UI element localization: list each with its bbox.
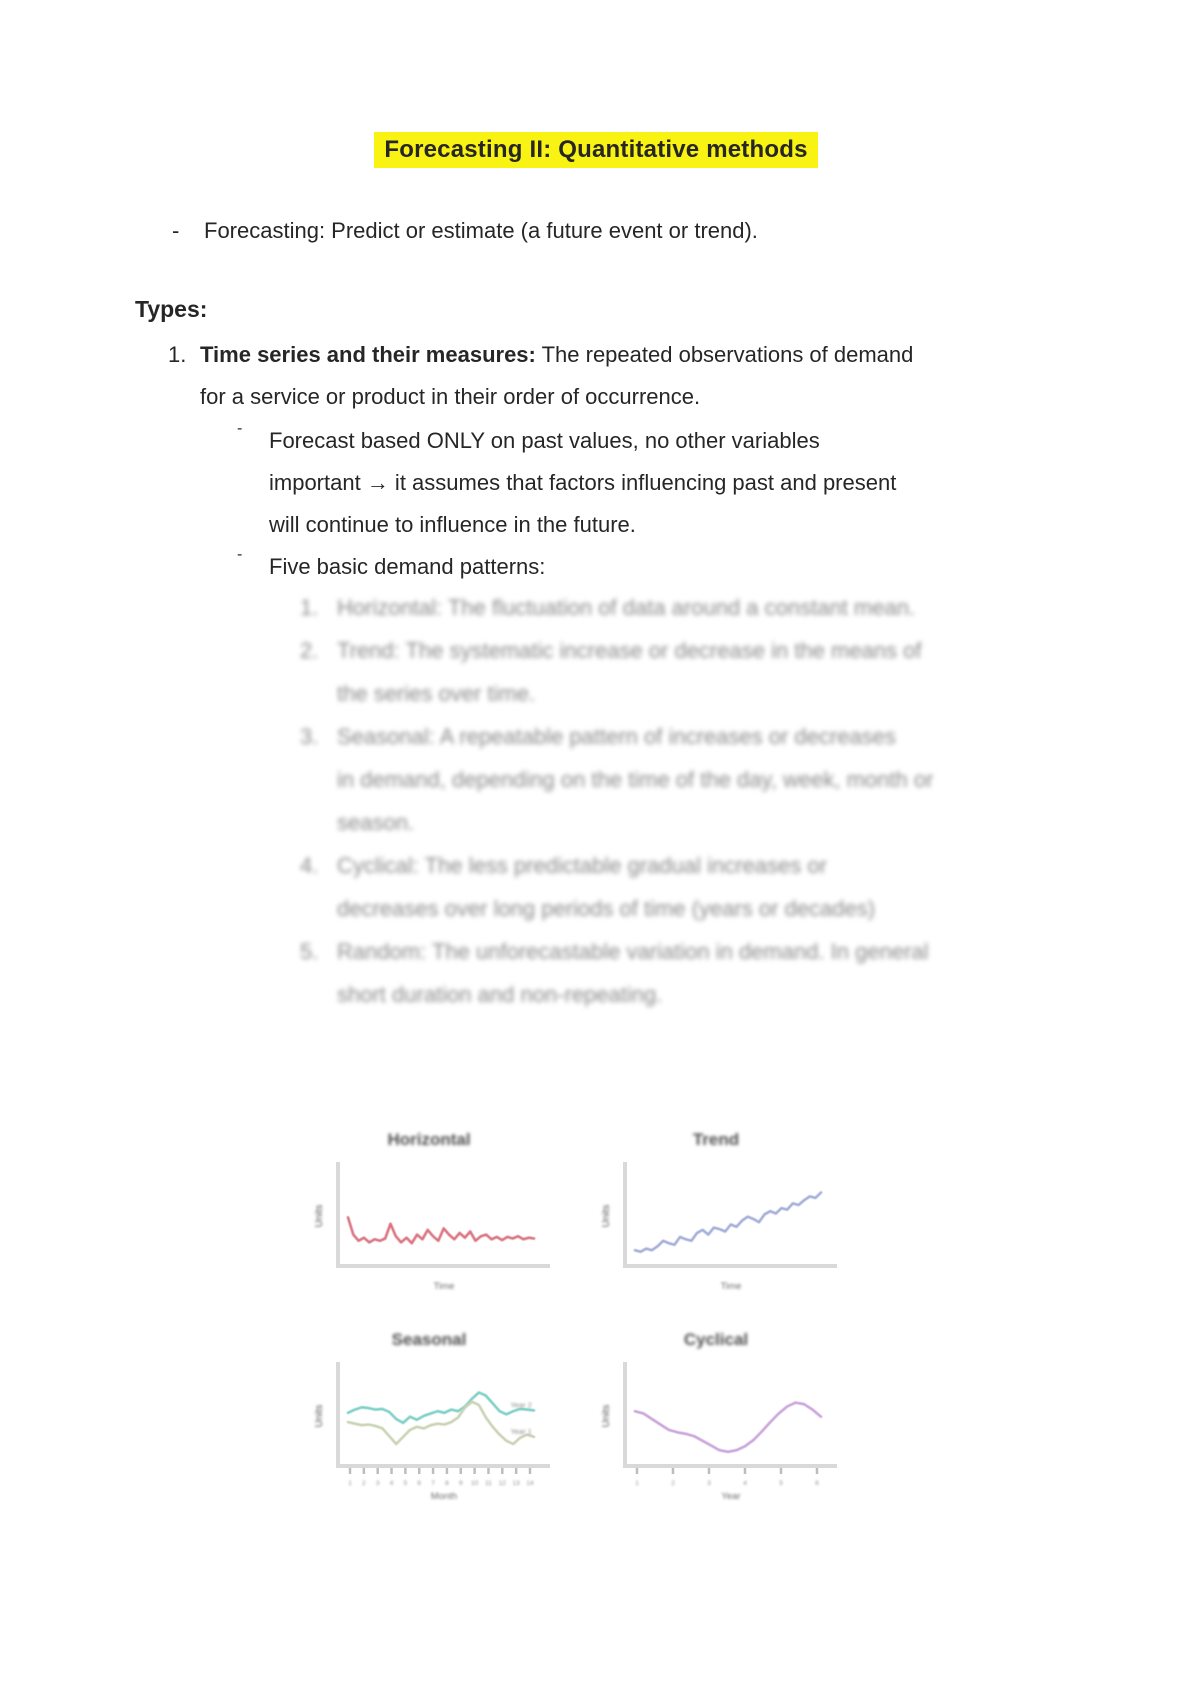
numbered-item-1 xyxy=(168,334,968,418)
pattern-number: 4. xyxy=(300,853,319,878)
text-line: will continue to influence in the future. xyxy=(269,512,636,537)
svg-text:Units: Units xyxy=(601,1404,612,1428)
pattern-number: 5. xyxy=(300,939,319,964)
svg-text:7: 7 xyxy=(431,1480,435,1487)
chart-horizontal-canvas xyxy=(300,1154,558,1324)
svg-text:Time: Time xyxy=(433,1281,455,1292)
bullet-dash: - xyxy=(237,546,243,563)
svg-text:2: 2 xyxy=(671,1480,675,1487)
text-line: important → it assumes that factors influencing past and present xyxy=(269,470,897,495)
svg-text:3: 3 xyxy=(707,1480,711,1487)
svg-text:1: 1 xyxy=(348,1480,352,1487)
svg-text:Units: Units xyxy=(314,1404,325,1428)
chart-seasonal xyxy=(300,1326,587,1546)
patterns-list xyxy=(300,586,1000,1016)
types-heading: Types: xyxy=(135,296,208,322)
pattern-item xyxy=(300,715,1000,844)
svg-text:4: 4 xyxy=(389,1480,394,1487)
item-line-2: for a service or product in their order of occurrence. xyxy=(200,384,701,409)
item-number: 1. xyxy=(168,342,187,367)
text-line: season. xyxy=(337,810,415,835)
pattern-text xyxy=(337,586,915,629)
chart-cyclical-title: Cyclical xyxy=(683,1330,749,1349)
pattern-text xyxy=(337,629,922,715)
page-title: Forecasting II: Quantitative methods xyxy=(374,132,817,168)
chart-cyclical xyxy=(587,1326,874,1546)
text-line: the series over time. xyxy=(337,681,536,706)
chart-cyclical-canvas xyxy=(587,1354,845,1524)
chart-trend xyxy=(587,1126,874,1326)
title-row xyxy=(0,132,1192,168)
svg-text:10: 10 xyxy=(470,1480,479,1487)
text-line: Five basic demand patterns: xyxy=(269,554,546,579)
intro-text: Forecasting: Predict or estimate (a future event or trend). xyxy=(204,218,758,243)
svg-text:1: 1 xyxy=(635,1480,639,1487)
pattern-item xyxy=(300,629,1000,715)
svg-text:Time: Time xyxy=(720,1281,742,1292)
text-line: in demand, depending on the time of the day, week, month or xyxy=(337,767,934,792)
svg-text:13: 13 xyxy=(512,1480,520,1487)
svg-text:6: 6 xyxy=(815,1480,819,1487)
sub-bullet-2 xyxy=(237,546,957,588)
text-line: Cyclical: The less predictable gradual increases or xyxy=(337,853,827,878)
svg-text:5: 5 xyxy=(779,1480,783,1487)
sub-bullet-1 xyxy=(237,420,957,546)
item-text xyxy=(200,334,913,418)
bullet-dash: - xyxy=(237,420,243,437)
svg-text:14: 14 xyxy=(526,1480,534,1487)
svg-text:6: 6 xyxy=(417,1480,422,1487)
svg-text:4: 4 xyxy=(743,1480,747,1487)
intro-bullet xyxy=(172,210,1052,252)
chart-trend-title: Trend xyxy=(692,1130,740,1149)
sub-bullet-text xyxy=(269,420,896,546)
pattern-item xyxy=(300,586,1000,629)
text-line: Seasonal: A repeatable pattern of increases or decreases xyxy=(337,724,896,749)
item-line-1 xyxy=(200,334,913,376)
pattern-number: 1. xyxy=(300,595,319,620)
svg-text:Units: Units xyxy=(601,1204,612,1228)
sub-bullets xyxy=(237,420,957,588)
svg-text:Month: Month xyxy=(430,1491,458,1502)
svg-text:12: 12 xyxy=(498,1480,506,1487)
chart-seasonal-title: Seasonal xyxy=(391,1330,467,1349)
svg-text:Year: Year xyxy=(721,1491,741,1502)
pattern-text xyxy=(337,844,875,930)
pattern-item xyxy=(300,930,1000,1016)
svg-text:Units: Units xyxy=(314,1204,325,1228)
svg-text:8: 8 xyxy=(445,1480,449,1487)
text-line: Trend: The systematic increase or decrease in the means of xyxy=(337,638,922,663)
text-line: short duration and non-repeating. xyxy=(337,982,663,1007)
text-line: Forecast based ONLY on past values, no other variables xyxy=(269,428,820,453)
text-line: decreases over long periods of time (years or decades) xyxy=(337,896,876,921)
sub-bullet-text xyxy=(269,546,545,588)
text-line: Horizontal: The fluctuation of data around a constant mean. xyxy=(337,595,916,620)
chart-horizontal-title: Horizontal xyxy=(387,1130,471,1149)
item-lead-bold: Time series and their measures: xyxy=(200,342,536,367)
svg-text:2: 2 xyxy=(362,1480,366,1487)
pattern-number: 2. xyxy=(300,638,319,663)
pattern-number: 3. xyxy=(300,724,319,749)
chart-seasonal-canvas xyxy=(300,1354,558,1524)
chart-trend-canvas xyxy=(587,1154,845,1324)
chart-horizontal xyxy=(300,1126,587,1326)
svg-text:Year 1: Year 1 xyxy=(510,1426,532,1436)
pattern-text xyxy=(337,930,929,1016)
pattern-item xyxy=(300,844,1000,930)
svg-text:11: 11 xyxy=(485,1480,492,1487)
svg-text:Year 2: Year 2 xyxy=(510,1400,532,1410)
svg-text:9: 9 xyxy=(458,1480,463,1487)
text-line: Random: The unforecastable variation in demand. In general xyxy=(337,939,929,964)
svg-text:5: 5 xyxy=(403,1480,408,1487)
svg-text:3: 3 xyxy=(375,1480,380,1487)
pattern-text xyxy=(337,715,933,844)
charts-grid xyxy=(300,1126,874,1546)
bullet-dash: - xyxy=(172,218,180,243)
item-line-1-rest: The repeated observations of demand xyxy=(541,342,914,367)
